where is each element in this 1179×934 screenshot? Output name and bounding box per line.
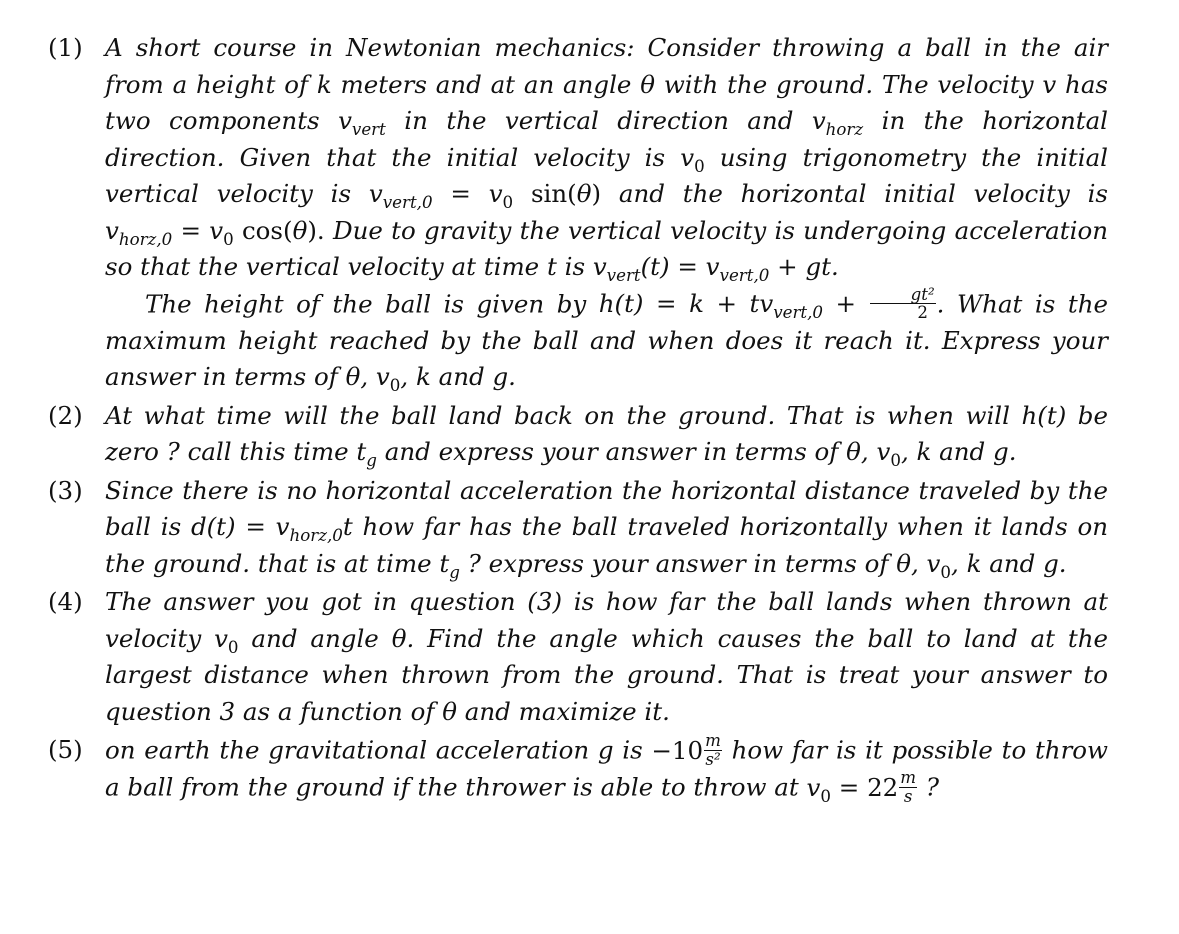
problem-number: (2) xyxy=(48,400,83,430)
math-var: θ xyxy=(576,179,592,208)
text: in the horizontal direction. Given that the initial velocity is xyxy=(105,106,1109,172)
math-subscript: vert,0 xyxy=(382,192,433,212)
math-subscript: vert,0 xyxy=(719,265,770,285)
math-var: θ xyxy=(391,623,407,653)
math-subscript: g xyxy=(366,451,377,471)
fraction-numerator: m xyxy=(705,731,721,751)
text: and express your answer in terms of xyxy=(376,437,847,467)
math-expression xyxy=(846,437,932,471)
text: . xyxy=(1008,437,1017,467)
math-expression xyxy=(356,437,377,471)
text: in the vertical direction and xyxy=(385,106,812,135)
math-subscript: vert xyxy=(351,119,386,139)
fraction-denominator: 2 xyxy=(917,302,928,322)
math-var: v xyxy=(105,215,119,245)
math-var: (t) = v xyxy=(640,252,720,281)
math-expression xyxy=(651,731,723,769)
text: be zero ? call this time xyxy=(105,400,1108,467)
problem-1 xyxy=(48,30,1108,396)
math-subscript: 0 xyxy=(820,786,831,806)
math-expression xyxy=(338,106,386,139)
math-expression xyxy=(680,142,705,176)
math-var: v xyxy=(1042,69,1057,99)
math-var: , k xyxy=(951,548,982,578)
math-var: t xyxy=(439,548,450,578)
math-subscript: vert xyxy=(606,265,641,285)
text: At what time will the ball land back on the ground. That is when will xyxy=(105,400,1022,430)
math-var: v xyxy=(214,623,228,653)
math-subscript: 0 xyxy=(223,229,234,249)
text: The answer you got in question (3) is how far the ball lands when thrown at velocity xyxy=(105,587,1108,653)
math-var: , k xyxy=(900,437,932,467)
fraction-denominator: s² xyxy=(705,749,721,769)
math-expression xyxy=(345,362,431,396)
math-function: sin( xyxy=(513,179,577,208)
math-var: d(t) = v xyxy=(190,512,290,542)
problem-number: (3) xyxy=(48,475,83,505)
math-var: θ, v xyxy=(896,548,941,578)
text: ? express your answer in terms of xyxy=(459,548,897,578)
math-var: t xyxy=(342,512,353,542)
math-var: = v xyxy=(432,179,503,208)
math-number: −10 xyxy=(651,735,704,765)
text: and angle xyxy=(238,623,392,653)
text: . What is the maximum height reached by the ball and when does it reach it. Express your answer in terms of xyxy=(105,289,1108,392)
math-var: h(t) = k + tv xyxy=(598,289,774,319)
math-var: v xyxy=(338,106,352,135)
problem-2 xyxy=(48,398,1108,471)
fraction xyxy=(704,732,722,768)
text: and xyxy=(931,437,994,467)
text: and the horizontal initial velocity is xyxy=(601,179,1109,208)
text: and maximize it. xyxy=(457,696,670,726)
fraction-numerator: m xyxy=(900,768,917,788)
math-expression xyxy=(811,106,864,139)
equation-height xyxy=(598,284,937,323)
math-var: θ, v xyxy=(345,362,390,392)
math-expression xyxy=(214,623,239,657)
text: meters and at an angle xyxy=(331,69,641,99)
problem-3-text xyxy=(105,473,1108,583)
math-expression xyxy=(896,548,982,582)
math-paren: ). xyxy=(307,215,325,245)
equation-vertical-velocity xyxy=(592,252,839,285)
text: using trigonometry the initial vertical velocity is xyxy=(105,142,1109,208)
text: on earth the gravitational acceleration xyxy=(105,735,598,765)
equation-vertical-initial xyxy=(368,179,602,212)
math-function: cos( xyxy=(233,215,293,245)
text: A short course in Newtonian mechanics: Consider throwing a ball in the air from a height of xyxy=(105,33,1108,99)
text: Since there is no horizontal acceleration the horizontal distance traveled by the ball is xyxy=(105,475,1108,542)
math-paren: ) xyxy=(591,179,602,208)
math-var: g xyxy=(993,437,1009,467)
math-subscript: vert,0 xyxy=(773,303,824,323)
math-operator: + xyxy=(823,289,869,319)
problem-2-text xyxy=(105,398,1108,471)
text: The height of the ball is given by xyxy=(145,289,599,319)
math-number: = 22 xyxy=(830,772,899,802)
fraction-denominator: s xyxy=(903,786,913,806)
text: . xyxy=(508,362,516,392)
problem-1-paragraph-2 xyxy=(105,286,1108,396)
math-var: v xyxy=(368,179,383,208)
math-subscript: 0 xyxy=(890,451,901,471)
problem-number: (5) xyxy=(48,735,83,765)
problem-4-text xyxy=(105,584,1108,730)
text: how far is it possible to throw a ball from the ground if the thrower is able to throw at xyxy=(105,735,1108,802)
math-var: k xyxy=(316,69,332,99)
text: is xyxy=(613,735,652,765)
math-var: v xyxy=(680,142,695,172)
math-var: g xyxy=(1043,548,1059,578)
math-subscript: horz xyxy=(825,119,864,139)
problem-5 xyxy=(48,732,1108,806)
problem-5-text xyxy=(105,732,1108,806)
math-var: g xyxy=(492,362,509,392)
problem-list xyxy=(48,30,1108,806)
text: and xyxy=(981,548,1044,578)
text: has two components xyxy=(105,69,1109,135)
problem-1-paragraph-1 xyxy=(105,30,1108,286)
text: . Find the angle which causes the ball to land at the largest distance when thrown from the ground. That is treat your answer to question 3 as a function of xyxy=(105,623,1109,726)
math-var: = v xyxy=(172,215,224,245)
math-var: t xyxy=(546,252,557,281)
math-var: θ xyxy=(292,215,308,245)
problem-number: (1) xyxy=(48,33,83,62)
math-var: θ, v xyxy=(846,437,891,467)
equation-horizontal-initial xyxy=(105,215,325,249)
math-var: v xyxy=(806,772,821,802)
math-var: v xyxy=(592,252,607,281)
problem-3 xyxy=(48,473,1108,583)
math-subscript: g xyxy=(449,562,460,582)
math-var: θ xyxy=(640,69,656,99)
text: and xyxy=(430,362,493,392)
math-subscript: horz,0 xyxy=(118,229,173,249)
math-subscript: 0 xyxy=(940,562,951,582)
math-expression xyxy=(439,548,460,582)
text: Due to gravity the vertical velocity is undergoing acceleration so that the vertical velocity at time xyxy=(105,215,1108,281)
math-subscript: horz,0 xyxy=(289,526,343,546)
math-expression: h(t) xyxy=(1021,400,1067,430)
math-var: v xyxy=(811,106,826,135)
fraction-numerator: gt² xyxy=(870,286,936,304)
math-var: g xyxy=(597,735,614,765)
math-subscript: 0 xyxy=(389,376,401,396)
math-var: + gt. xyxy=(769,252,839,281)
math-subscript: 0 xyxy=(694,156,705,176)
math-expression xyxy=(806,768,919,806)
math-var: , k xyxy=(400,362,431,392)
equation-distance xyxy=(190,512,353,546)
text: with the ground. The velocity xyxy=(655,69,1043,99)
problem-number: (4) xyxy=(48,587,83,617)
math-var: θ xyxy=(442,696,457,726)
problem-4 xyxy=(48,584,1108,730)
text: is xyxy=(556,252,593,281)
text: . xyxy=(1058,548,1067,578)
fraction xyxy=(870,286,936,322)
math-subscript: 0 xyxy=(502,192,514,212)
math-var: t xyxy=(356,437,367,467)
text: ? xyxy=(918,772,939,802)
math-subscript: 0 xyxy=(227,637,239,657)
fraction xyxy=(899,769,917,805)
text: how far has the ball traveled horizontally when it lands on the ground. that is at time xyxy=(105,512,1108,578)
